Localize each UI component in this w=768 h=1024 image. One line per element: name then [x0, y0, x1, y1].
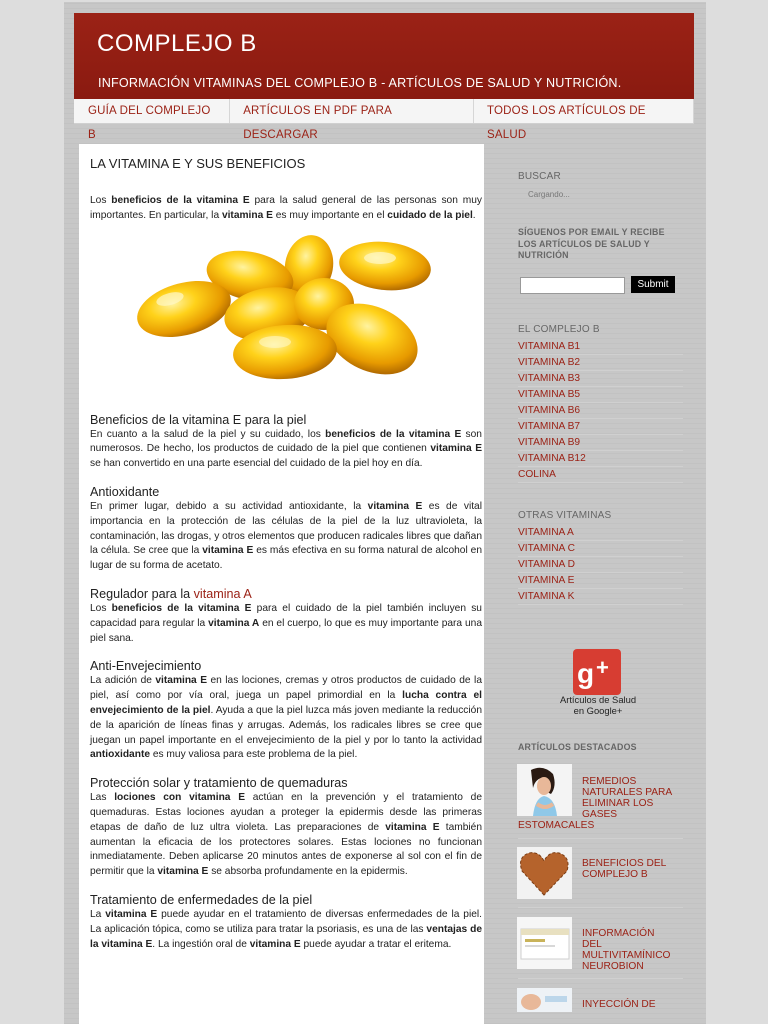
- otras-vitaminas-label: OTRAS VITAMINAS: [518, 510, 612, 521]
- nav-todos-articulos[interactable]: TODOS LOS ARTÍCULOS DE SALUD: [474, 99, 694, 123]
- svg-text:+: +: [596, 655, 609, 680]
- sidebar-link-vitamina-e[interactable]: VITAMINA E: [518, 573, 683, 589]
- featured-thumb-heart-almonds[interactable]: [517, 847, 572, 899]
- section-antioxidante: Antioxidante En primer lugar, debido a su actividad antioxidante, la vitamina E es de vital importancia en la protección de las células de la piel de la luz ultravioleta, la contaminación, las drogas, y otros elementos que producen radicales libres que dañan la célula. Se cree que la vitamina E es más efectiva en su forma natural de alcohol en lugar de su forma de acetato.: [90, 484, 482, 572]
- featured-3-title[interactable]: INFORMACIÓN DEL MULTIVITAMÍNICO NEUROBION: [582, 928, 671, 972]
- featured-thumb-injection[interactable]: [517, 988, 572, 1012]
- sidebar-link-vitamina-b1[interactable]: VITAMINA B1: [518, 339, 683, 355]
- vitamina-a-link[interactable]: vitamina A: [193, 586, 252, 601]
- complejo-b-list: [518, 339, 683, 483]
- top-nav: [74, 99, 694, 141]
- heading-anti-envejecimiento: Anti-Envejecimiento: [90, 659, 202, 674]
- section-enfermedades-piel: Tratamiento de enfermedades de la piel La vitamina E puede ayudar en el tratamiento de diversas enfermedades de la piel. La aplicación tópica, como se utiliza para tratar la psoriasis, es una de las ventajas de la vitamina E. La ingestión oral de vitamina E puede ayudar a tratar el eritema.: [90, 892, 483, 950]
- site-title[interactable]: COMPLEJO B: [97, 30, 257, 57]
- submit-button[interactable]: Submit: [631, 276, 675, 293]
- featured-thumb-woman[interactable]: [517, 764, 572, 816]
- sidebar-link-vitamina-b6[interactable]: VITAMINA B6: [518, 403, 683, 419]
- post-body: [90, 194, 482, 952]
- section-proteccion-solar: Protección solar y tratamiento de quemaduras Las lociones con vitamina E actúan en la prevención y el tratamiento de quemaduras. Estas lociones ayudan a proteger la epidermis desde las primeras etapas de daño de luz ultra violeta. Las preparaciones de vitamina E también aumentan la eficacia de los protectores solares. Estas lociones no funcionan inmediatamente. Deben aplicarse 20 minutos antes de exponerse al sol con el fin de permitir que la vitamina E se absorba profundamente en la epidermis.: [90, 776, 482, 878]
- sidebar-link-vitamina-a[interactable]: VITAMINA A: [518, 525, 683, 541]
- main-content: [79, 144, 484, 1024]
- nav-guia-complejo-b[interactable]: GUÍA DEL COMPLEJO B: [74, 99, 230, 123]
- heading-regulador: Regulador para la vitamina A: [90, 586, 252, 601]
- complejo-b-label: EL COMPLEJO B: [518, 324, 600, 335]
- google-plus-caption[interactable]: Artículos de Salud en Google+: [559, 694, 637, 716]
- vitamin-e-capsules-image: [90, 224, 482, 396]
- sidebar-link-vitamina-d[interactable]: VITAMINA D: [518, 557, 683, 573]
- section-regulador: Regulador para la vitamina A Los beneficios de la vitamina E para el cuidado de la piel también incluyen su capacidad para regular la vitamina A en el cuerpo, lo que es muy importante para una piel sana.: [90, 586, 482, 644]
- heading-antioxidante: Antioxidante: [90, 484, 160, 499]
- heading-proteccion-solar: Protección solar y tratamiento de quemaduras: [90, 776, 348, 791]
- email-input[interactable]: [520, 277, 625, 294]
- nav-articulos-pdf[interactable]: ARTÍCULOS EN PDF PARA DESCARGAR: [230, 99, 474, 123]
- svg-text:g: g: [577, 658, 595, 689]
- featured-4-title[interactable]: INYECCIÓN DE: [582, 999, 656, 1010]
- search-loading: Cargando...: [528, 190, 570, 199]
- site-header: [74, 13, 694, 99]
- sidebar-link-vitamina-b3[interactable]: VITAMINA B3: [518, 371, 683, 387]
- section-anti-envejecimiento: Anti-Envejecimiento La adición de vitamina E en las lociones, cremas y otros productos de cuidado de la piel, así como por vía oral, juega un papel primordial en la lucha contra el envejecimiento de la piel. Ayuda a que la piel luzca más joven mediante la reducción de la aparición de líneas finas y arrugas. Además, los radicales libres se cree que juegan un papel importante en el envejecimiento de la piel y por lo tanto la actividad antioxidante es muy valiosa para este problema de la piel.: [90, 659, 482, 761]
- sidebar-link-colina[interactable]: COLINA: [518, 467, 683, 483]
- heading-enfermedades-piel: Tratamiento de enfermedades de la piel: [90, 892, 313, 907]
- page: [64, 2, 706, 1024]
- sidebar-link-vitamina-b2[interactable]: VITAMINA B2: [518, 355, 683, 371]
- site-subtitle: INFORMACIÓN VITAMINAS DEL COMPLEJO B - ARTÍCULOS DE SALUD Y NUTRICIÓN.: [98, 76, 622, 90]
- section-beneficios-piel: Beneficios de la vitamina E para la piel En cuanto a la salud de la piel y su cuidado, los beneficios de la vitamina E son numerosos. De hecho, los productos de cuidado de la piel que contienen vitamina E se han convertido en una parte esencial del cuidado de la piel hoy en día.: [90, 412, 482, 470]
- featured-thumb-neurobion-box[interactable]: [517, 917, 572, 969]
- otras-vitaminas-list: [518, 525, 683, 605]
- intro-paragraph: Los beneficios de la vitamina E para la salud general de las personas son muy importantes. En particular, la vitamina E es muy importante en el cuidado de la piel.: [90, 195, 482, 221]
- sidebar-link-vitamina-b7[interactable]: VITAMINA B7: [518, 419, 683, 435]
- featured-divider: [518, 838, 683, 839]
- follow-email-label: SÍGUENOS POR EMAIL Y RECIBE LOS ARTÍCULOS DE SALUD Y NUTRICIÓN: [518, 227, 665, 260]
- post-title[interactable]: LA VITAMINA E Y SUS BENEFICIOS: [90, 156, 306, 171]
- featured-divider: [518, 907, 683, 908]
- featured-divider: [518, 978, 683, 979]
- search-label: BUSCAR: [518, 171, 561, 182]
- featured-2-title[interactable]: BENEFICIOS DEL COMPLEJO B: [582, 858, 667, 880]
- heading-beneficios-piel: Beneficios de la vitamina E para la piel: [90, 412, 307, 427]
- featured-1-title-cont[interactable]: ESTOMACALES: [518, 820, 595, 831]
- sidebar-link-vitamina-b5[interactable]: VITAMINA B5: [518, 387, 683, 403]
- featured-1-title[interactable]: REMEDIOS NATURALES PARA ELIMINAR LOS GASES: [582, 776, 673, 820]
- articulos-destacados-label: ARTÍCULOS DESTACADOS: [518, 742, 637, 752]
- sidebar-link-vitamina-c[interactable]: VITAMINA C: [518, 541, 683, 557]
- sidebar-link-vitamina-k[interactable]: VITAMINA K: [518, 589, 683, 605]
- sidebar-link-vitamina-b9[interactable]: VITAMINA B9: [518, 435, 683, 451]
- google-plus-icon[interactable]: [573, 649, 621, 695]
- sidebar-link-vitamina-b12[interactable]: VITAMINA B12: [518, 451, 683, 467]
